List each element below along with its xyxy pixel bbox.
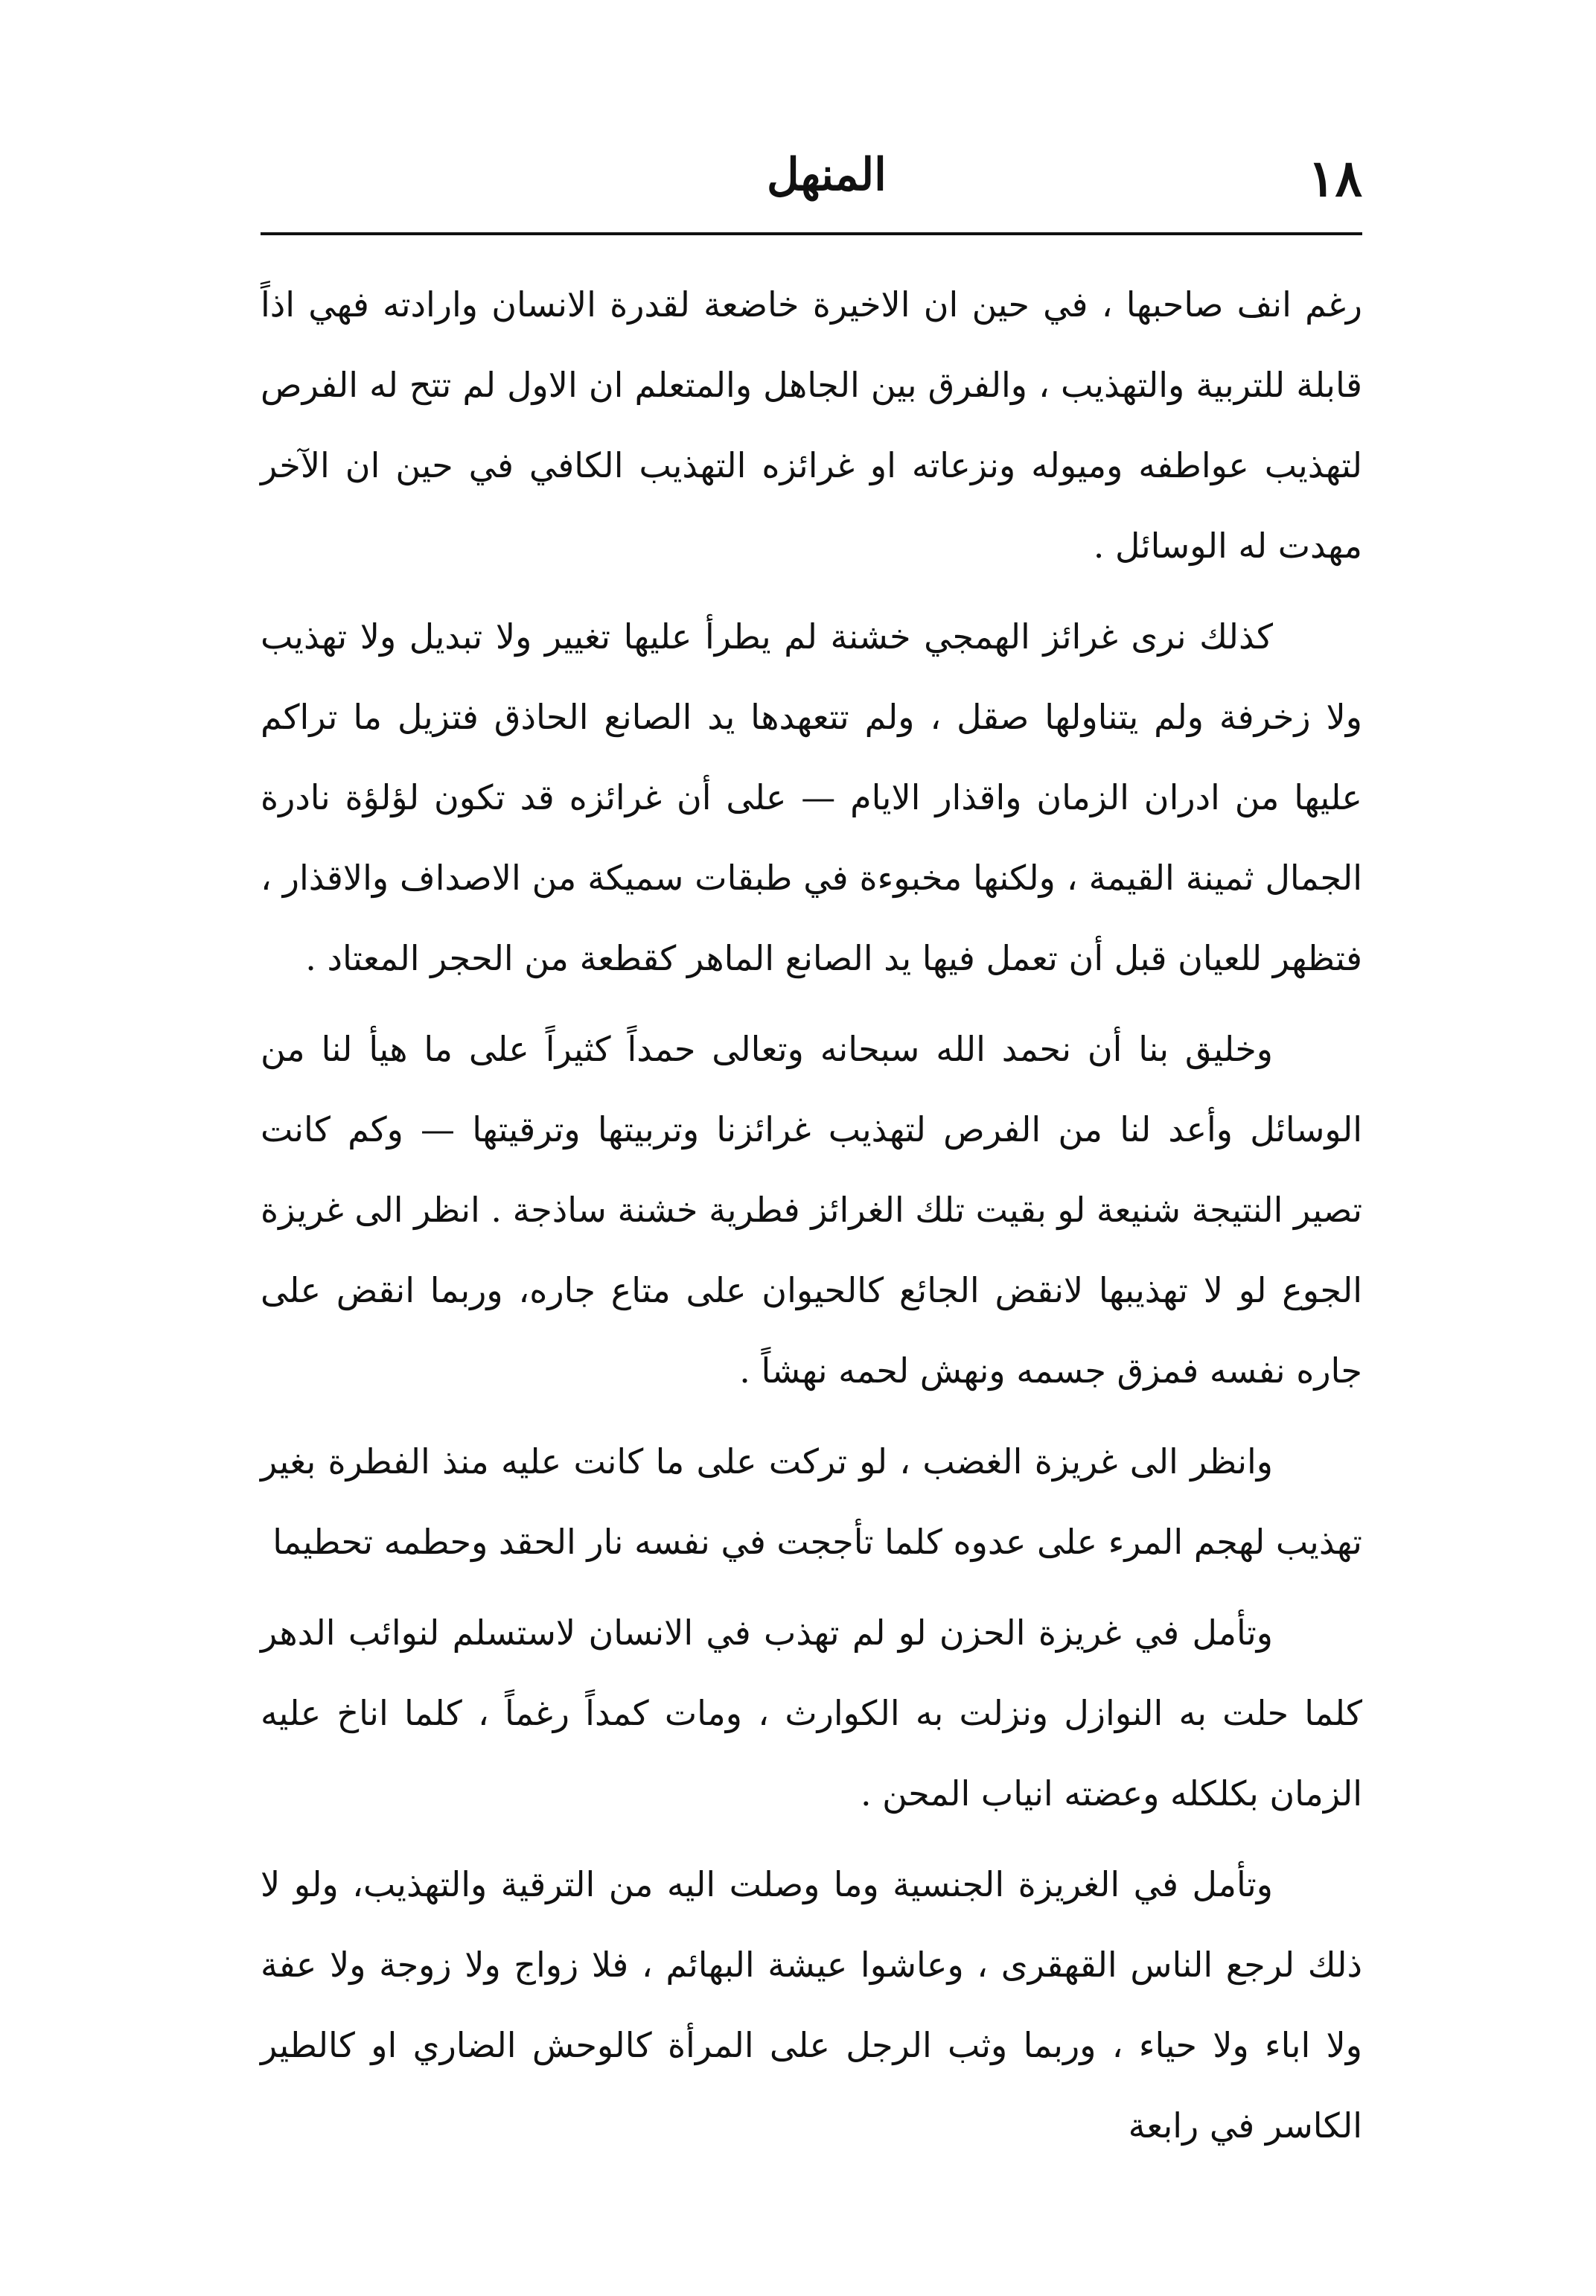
paragraph: وانظر الى غريزة الغضب ، لو تركت على ما كانت عليه منذ الفطرة بغير تهذيب لهجم المرء على عدوه كلما تأججت في نفسه نار الحقد وحطمه تحطيما (261, 1441, 1362, 1562)
page-number: ١٨ (1307, 149, 1362, 208)
page-header (261, 149, 1362, 231)
header-rule (261, 232, 1362, 235)
paragraph: وتأمل في الغريزة الجنسية وما وصلت اليه من الترقية والتهذيب، ولو لا ذلك لرجع الناس القهقرى ، وعاشوا عيشة البهائم ، فلا زواج ولا زوجة ولا عفة ولا اباء ولا حياء ، وربما وثب الرجل على المرأة كالوحش الضاري او كالطير الكاسر في رابعة (261, 1864, 1362, 2146)
paragraph: كذلك نرى غرائز الهمجي خشنة لم يطرأ عليها تغيير ولا تبديل ولا تهذيب ولا زخرفة ولم يتناولها صقل ، ولم تتعهدها يد الصانع الحاذق فتزيل ما تراكم عليها من ادران الزمان واقذار الايام — على أن غرائزه قد تكون لؤلؤة نادرة الجمال ثمينة القيمة ، ولكنها مخبوءة في طبقات سميكة من الاصداف والاقذار ، فتظهر للعيان قبل أن تعمل فيها يد الصانع الماهر كقطعة من الحجر المعتاد . (261, 616, 1362, 978)
paragraph: رغم انف صاحبها ، في حين ان الاخيرة خاضعة لقدرة الانسان وارادته فهي اذاً قابلة للتربية والتهذيب ، والفرق بين الجاهل والمتعلم ان الاول لم تتح له الفرص لتهذيب عواطفه وميوله ونزعاته او غرائزه التهذيب الكافي في حين ان الآخر مهدت له الوسائل . (261, 284, 1362, 566)
running-title: المنهل (767, 149, 887, 201)
body-text (261, 264, 1362, 2176)
paragraph: وتأمل في غريزة الحزن لو لم تهذب في الانسان لاستسلم لنوائب الدهر كلما حلت به النوازل ونزلت به الكوارث ، ومات كمداً رغماً ، كلما اناخ عليه الزمان بكلكله وعضته انياب المحن . (261, 1613, 1362, 1814)
paragraph: وخليق بنا أن نحمد الله سبحانه وتعالى حمداً كثيراً على ما هيأ لنا من الوسائل وأعد لنا من الفرص لتهذيب غرائزنا وتربيتها وترقيتها — وكم كانت تصير النتيجة شنيعة لو بقيت تلك الغرائز فطرية خشنة ساذجة . انظر الى غريزة الجوع لو لا تهذيبها لانقض الجائع كالحيوان على متاع جاره، وربما انقض على جاره نفسه فمزق جسمه ونهش لحمه نهشاً . (261, 1029, 1362, 1391)
